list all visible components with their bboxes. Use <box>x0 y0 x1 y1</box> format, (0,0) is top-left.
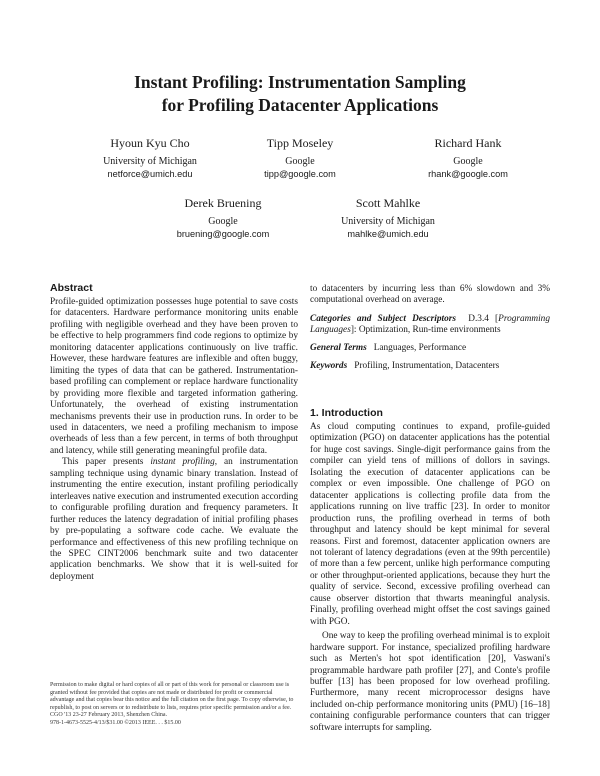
author-affiliation: Google <box>208 216 238 227</box>
conference-line: CGO '13 23-27 February 2013, Shenzhen China. <box>50 712 168 719</box>
author-affiliation: Google <box>285 156 315 167</box>
title-line-1: Instant Profiling: Instrumentation Sampling <box>134 72 466 92</box>
author-affiliation: University of Michigan <box>103 156 197 167</box>
keywords-label: Keywords <box>310 361 348 372</box>
isbn-line: 978-1-4673-5525-4/13/$31.00 ©2013 IEEE. . . $15.00 <box>50 719 181 726</box>
author-affiliation: University of Michigan <box>341 216 435 227</box>
author-block <box>128 196 318 241</box>
abstract-heading: Abstract <box>50 282 93 294</box>
author-email: bruening@google.com <box>176 229 270 239</box>
author-block <box>293 196 483 241</box>
keywords-line: Keywords Profiling, Instrumentation, Datacenters <box>310 361 500 372</box>
categories-label: Categories and Subject Descriptors <box>310 313 456 324</box>
general-terms-label: General Terms <box>310 342 367 353</box>
author-name: Derek Bruening <box>184 196 262 210</box>
introduction-heading: 1. Introduction <box>310 407 383 419</box>
abstract-paragraph: Profile-guided optimization possesses huge potential to save costs for datacenters. Hardware performance monitoring units enable profiling with negligible overhead and they have been proven to be effective to help programmers find code regions to optimize by monitoring datacenter applications continuously on live traffic. However, these hardware features are inflexible and often buggy, limiting the types of data that can be gathered. Instrumentation-based profiling can complement or replace hardware functionality by providing more flexible and targeted information gathering. Unfortunately, the overhead of existing instrumentation mechanisms prevents their use in production runs. In order to be used in datacenters, we need a profiling mechanism to impose overheads of less than a few percent, in terms of both throughput and latency, while still generating meaningful profile data. <box>50 297 298 456</box>
author-block <box>373 136 563 181</box>
author-affiliation: Google <box>453 156 483 167</box>
paper-title <box>0 71 600 117</box>
author-name: Richard Hank <box>434 136 502 150</box>
intro-paragraph: One way to keep the profiling overhead minimal is to exploit hardware support. For instance, specialized profiling hardware such as Merten's hot spot identification [20], Vaswani's programmable hardware path profiler [27], and Conte's profile buffer [13] has been proposed for low overhead profiling. Furthermore, many recent microprocessor designs have included on-chip performance monitoring units (PMU) [16–18] containing configurable performance counters that can trigger software interrupts for sampling. <box>310 631 550 733</box>
author-email: rhank@google.com <box>428 169 508 179</box>
abstract-continuation: to datacenters by incurring less than 6% slowdown and 3% computational overhead on average. <box>310 284 550 306</box>
author-email: mahlke@umich.edu <box>347 229 429 239</box>
author-block <box>205 136 395 181</box>
right-column-top <box>310 284 550 373</box>
intro-paragraph: As cloud computing continues to expand, profile-guided optimization (PGO) on datacenter applications has the potential for huge cost savings. Single-digit performance gains from the compiler can yield tens of millions of dollors in savings. Isolating the execution of datacenter applications can be complex or even impossible. One challenge of PGO on datacenter applications is collecting profile data from the applications running on live traffic [23]. In order to monitor production runs, the profiling overhead in terms of both throughput and latency should be kept minimal for several reasons. First and foremost, datacenter application owners are not tolerant of latency degradations (even at the 99th percentile) of more than a few percent, unlike high performance computing or other throughput-oriented applications, because they hurt the quality of service. Second, excessive profiling overhead can cause observer distortion that thwarts meaningful analysis. Finally, profiling overhead might offset the cost savings gained with PGO. <box>310 422 550 627</box>
general-terms-line: General Terms Languages, Performance <box>310 342 467 353</box>
author-email: netforce@umich.edu <box>107 169 193 179</box>
introduction-body <box>310 422 550 734</box>
abstract-paragraph: This paper presents instant profiling, an instrumentation sampling technique using dynamic binary translation. Instead of instrumenting the entire execution, instant profiling periodically interleaves native execution and instrumented execution according to configurable profiling duration and frequency parameters. It further reduces the latency degradation of initial profiling phases by pre-populating a software code cache. We evaluate the performance and effectiveness of this new profiling technique on the SPEC CINT2006 benchmark suite and two datacenter application benchmarks. We show that it is well-suited for deployment <box>50 457 298 582</box>
author-name: Tipp Moseley <box>266 136 334 150</box>
author-name: Scott Mahlke <box>355 196 421 210</box>
emphasis: instant profiling <box>150 457 215 468</box>
categories-line: Categories and Subject Descriptors D.3.4 [Programming Languages]: Optimization, Run-time environments <box>310 313 550 336</box>
copyright-footnote <box>50 682 298 728</box>
permission-text: Permission to make digital or hard copies of all or part of this work for personal or classroom use is granted without fee provided that copies are not made or distributed for profit or commercial advantage and that copies bear this notice and the full citation on the first page. To copy otherwise, to republish, to post on servers or to redistribute to lists, requires prior specific permission and/or a fee. <box>50 682 294 711</box>
abstract-body <box>50 297 298 583</box>
title-line-2: for Profiling Datacenter Applications <box>161 95 439 115</box>
author-name: Hyoun Kyu Cho <box>110 136 190 150</box>
author-email: tipp@google.com <box>264 169 336 179</box>
